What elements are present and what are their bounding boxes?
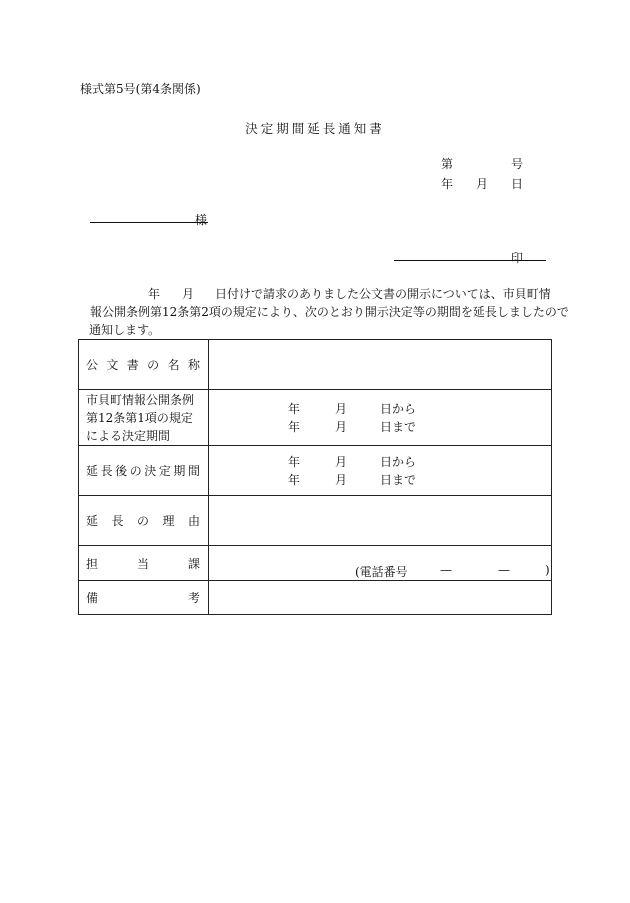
label-char: 間: [187, 464, 200, 478]
document-name-label: [79, 340, 209, 390]
label-char: 決: [144, 464, 157, 478]
label-char: 延: [86, 514, 99, 528]
details-table: [78, 339, 552, 615]
department-label: [79, 546, 209, 581]
period-from-day: 日から: [380, 454, 417, 469]
body-line-2: 報公開条例第12条第2項の規定により、次のとおり開示決定等の期間を延長しましたので: [90, 305, 569, 319]
body-month: 月: [182, 287, 195, 301]
period-to-day: 日まで: [380, 419, 417, 434]
sender-line[interactable]: [394, 260, 546, 261]
period-to-year: 年: [288, 419, 301, 434]
body-text: [90, 285, 569, 339]
period-from-month: 月: [335, 401, 348, 416]
department-field[interactable]: [209, 546, 552, 581]
doc-number-prefix: 第: [441, 157, 454, 171]
table-row: [79, 340, 552, 390]
label-line: による決定期間: [86, 428, 171, 443]
phone-dash: —: [440, 563, 452, 577]
label-char: 定: [158, 464, 171, 478]
label-char: 名: [167, 358, 180, 372]
period-from-year: 年: [288, 454, 301, 469]
date-day: 日: [511, 177, 524, 191]
doc-number-suffix: 号: [511, 157, 524, 171]
addressee-line[interactable]: [90, 222, 208, 223]
label-char: の: [147, 358, 160, 372]
label-line: 市貝町情報公開条例: [86, 392, 195, 407]
form-code: 様式第5号(第4条関係): [80, 82, 201, 96]
phone-label: (電話番号: [355, 565, 408, 579]
extension-reason-field[interactable]: [209, 496, 552, 546]
remarks-label: [79, 581, 209, 615]
period-to-month: 月: [335, 419, 348, 434]
date-year: 年: [441, 177, 454, 191]
label-char: 考: [187, 591, 200, 605]
label-char: 当: [136, 556, 149, 571]
label-char: 備: [86, 591, 99, 605]
date-month: 月: [476, 177, 489, 191]
table-row: [79, 546, 552, 581]
table-row: [79, 581, 552, 615]
label-char: 書: [126, 358, 139, 372]
table-row: [79, 496, 552, 546]
document-title: 決定期間延長通知書: [245, 121, 385, 136]
period-to-year: 年: [288, 472, 301, 487]
table-row: [79, 446, 552, 496]
body-line-1-text: 日付けで請求のありました公文書の開示については、市貝町情: [215, 287, 551, 301]
label-char: 長: [111, 514, 124, 528]
period-from-day: 日から: [380, 401, 417, 416]
period-to-day: 日まで: [380, 472, 417, 487]
label-char: 由: [187, 514, 200, 528]
label-line: 第12条第1項の規定: [86, 410, 193, 425]
extended-period-label: [79, 446, 209, 496]
addressee-suffix: 様: [195, 213, 208, 227]
seal-mark: 印: [511, 251, 524, 265]
body-line-1: [90, 285, 569, 303]
label-char: 期: [173, 464, 186, 478]
label-char: 担: [86, 556, 99, 571]
body-year: 年: [148, 287, 161, 301]
label-char: 公: [86, 358, 99, 372]
extended-period-field[interactable]: [209, 446, 552, 496]
document-name-field[interactable]: [209, 340, 552, 390]
label-char: の: [136, 514, 149, 528]
label-char: 文: [106, 358, 119, 372]
phone-dash: —: [498, 563, 510, 577]
period-from-year: 年: [288, 401, 301, 416]
label-char: 後: [115, 464, 128, 478]
phone-close: ): [545, 563, 550, 577]
period-to-month: 月: [335, 472, 348, 487]
remarks-field[interactable]: [209, 581, 552, 615]
original-period-label: [79, 390, 209, 446]
label-char: 長: [100, 464, 113, 478]
original-period-field[interactable]: [209, 390, 552, 446]
body-line-3: 通知します。: [89, 323, 161, 337]
label-char: 理: [162, 514, 175, 528]
extension-reason-label: [79, 496, 209, 546]
table-row: [79, 390, 552, 446]
label-char: 課: [187, 556, 200, 571]
period-from-month: 月: [335, 454, 348, 469]
label-char: の: [129, 464, 142, 478]
label-char: 称: [187, 358, 200, 372]
label-char: 延: [86, 464, 99, 478]
